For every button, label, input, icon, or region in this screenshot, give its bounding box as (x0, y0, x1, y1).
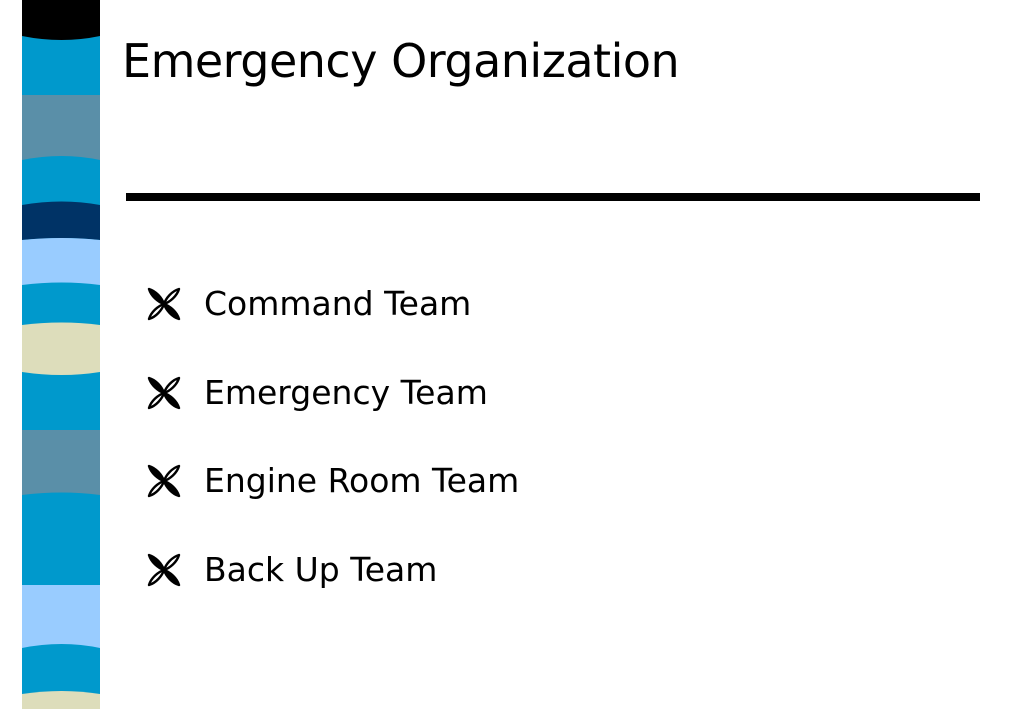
slide-title: Emergency Organization (122, 34, 680, 88)
bullet-label: Emergency Team (204, 372, 488, 412)
four-petal-flower-icon (146, 552, 182, 588)
four-petal-flower-icon (146, 286, 182, 322)
bullet-label: Command Team (204, 284, 472, 323)
decorative-side-band (22, 0, 100, 709)
list-item (146, 546, 519, 635)
title-divider (126, 193, 980, 201)
bullet-list (146, 280, 519, 634)
list-item (146, 280, 519, 369)
list-item (146, 457, 519, 546)
bullet-label: Engine Room Team (204, 461, 520, 500)
four-petal-flower-icon (146, 375, 182, 411)
four-petal-flower-icon (146, 463, 182, 499)
list-item (146, 369, 519, 458)
bullet-label: Back Up Team (204, 549, 438, 589)
